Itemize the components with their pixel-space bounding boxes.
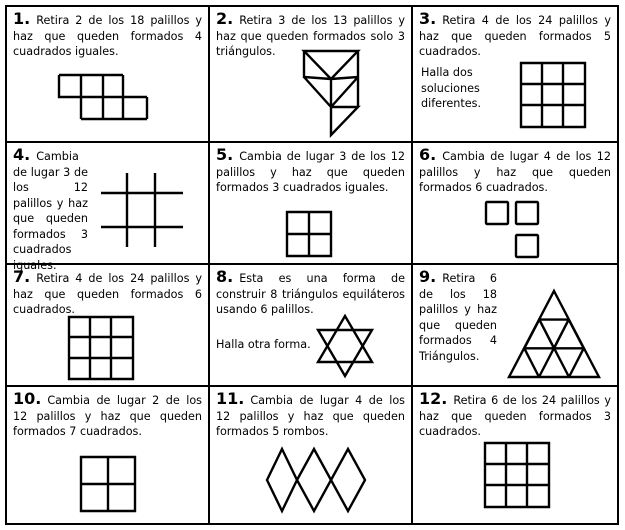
puzzle-card-10: [7, 387, 210, 523]
figure-matchstick-grid-2x2: [284, 209, 334, 259]
puzzle-text: [216, 391, 405, 440]
puzzle-number: 6.: [419, 145, 437, 164]
puzzle-text: [13, 391, 202, 440]
puzzle-card-3: [413, 7, 617, 143]
puzzle-statement: Retira 2 de los 18 palillos y haz que queden formados 4 cuadrados iguales.: [13, 14, 202, 58]
puzzle-number: 2.: [216, 9, 234, 28]
puzzle-number: 11.: [216, 389, 245, 408]
puzzle-number: 1.: [13, 9, 31, 28]
puzzle-number: 5.: [216, 145, 234, 164]
puzzle-text: [419, 269, 497, 364]
puzzle-text: [216, 269, 405, 318]
puzzle-number: 4.: [13, 145, 31, 164]
puzzle-card-12: [413, 387, 617, 523]
puzzle-card-11: [210, 387, 413, 523]
puzzle-statement: Cambia de lugar 4 de los 12 palillos y haz que queden formados 5 rombos.: [216, 394, 405, 438]
puzzle-card-6: [413, 143, 617, 265]
puzzle-number: 8.: [216, 267, 234, 286]
puzzle-card-5: [210, 143, 413, 265]
figure-matchstick-triangles: [300, 47, 364, 139]
puzzle-statement: Retira 6 de los 24 palillos y haz que queden formados 3 cuadrados.: [419, 394, 611, 438]
puzzle-statement: Retira 4 de los 24 palillos y haz que queden formados 5 cuadrados.: [419, 14, 611, 58]
puzzle-statement: Esta es una forma de construir 8 triángulos equiláteros usando 6 palillos.: [216, 272, 405, 316]
puzzle-card-1: [7, 7, 210, 143]
puzzle-number: 3.: [419, 9, 437, 28]
puzzle-card-9: [413, 265, 617, 387]
puzzle-statement: Cambia de lugar 2 de los 12 palillos y haz que queden formados 7 cuadrados.: [13, 394, 202, 438]
puzzle-statement: Cambia de lugar 3 de los 12 palillos y haz que queden formados 3 cuadrados iguales.: [13, 150, 88, 272]
figure-matchstick-grid-3x3: [65, 313, 137, 383]
figure-matchstick-rhombi: [264, 445, 368, 515]
puzzle-number: 12.: [419, 389, 448, 408]
puzzle-statement: Cambia de lugar 4 de los 12 palillos y haz que queden formados 6 cuadrados.: [419, 150, 611, 194]
puzzle-hint: Halla otra forma.: [216, 338, 311, 351]
figure-matchstick-separate-squares: [483, 199, 543, 263]
puzzle-text: [419, 391, 611, 440]
puzzle-card-7: [7, 265, 210, 387]
puzzle-text: [216, 147, 405, 196]
puzzle-text: [13, 11, 202, 60]
puzzle-text: [419, 11, 611, 60]
puzzle-number: 9.: [419, 267, 437, 286]
puzzle-statement: Retira 6 de los 18 palillos y haz que queden formados 4 Triángulos.: [419, 272, 497, 363]
puzzle-sheet: [5, 5, 619, 525]
puzzle-statement: Cambia de lugar 3 de los 12 palillos y haz que queden formados 3 cuadrados iguales.: [216, 150, 405, 194]
puzzle-card-2: [210, 7, 413, 143]
puzzle-number: 10.: [13, 389, 42, 408]
puzzle-text: [13, 147, 88, 273]
puzzle-number: 7.: [13, 267, 31, 286]
puzzle-text: [419, 147, 611, 196]
figure-matchstick-hash: [95, 169, 187, 251]
figure-star-of-david: [314, 313, 376, 379]
figure-matchstick-triangle-grid: [507, 287, 601, 383]
puzzle-statement: Retira 3 de los 13 palillos y haz que queden formados solo 3 triángulos.: [216, 14, 405, 58]
figure-matchstick-grid-2x2: [77, 453, 139, 515]
puzzle-hint: Halla dos soluciones diferentes.: [421, 66, 482, 110]
puzzle-text: [13, 269, 202, 318]
figure-matchstick-grid-3x3: [517, 59, 589, 131]
figure-matchstick-squares: [51, 71, 151, 123]
puzzle-card-4: [7, 143, 210, 272]
figure-matchstick-grid-3x3: [481, 439, 553, 511]
puzzle-statement: Retira 4 de los 24 palillos y haz que queden formados 6 cuadrados.: [13, 272, 202, 316]
puzzle-card-8: [210, 265, 413, 387]
